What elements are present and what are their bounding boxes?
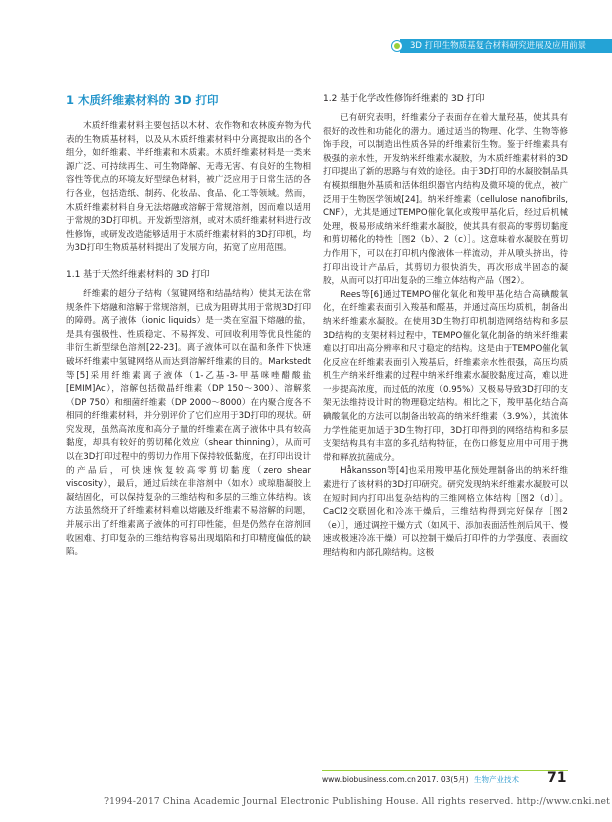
- right-column: [323, 92, 568, 561]
- subsection-title-1-2: 1.2 基于化学改性修饰纤维素的 3D 打印: [323, 94, 485, 104]
- footer-issue: 2017. 03(5月): [417, 775, 469, 784]
- page-number: 71: [547, 770, 567, 786]
- subsection-1-2-paragraph-3: Håkansson等[4]也采用羧甲基化预处理制备出的纳米纤维素进行了该材料的3D打印研究。研究发现纳米纤维素水凝胶可以在短时间内打印出复杂结构的三维网格立体结构［图2（d）］。CaCl2交联固化和冷冻干燥后，三维结构得到完好保存［图2（e）］，通过调控干燥方式（如风干、添加表面活性剂后风干、慢速或极速冷冻干燥）可以控制干燥后打印件的力学强度、表面纹理结构和内部孔隙结构。这极: [323, 466, 568, 558]
- running-header-title: 3D 打印生物质基复合材料研究进展及应用前景: [410, 41, 587, 51]
- subsection-1-2-paragraph-2: Rees等[6]通过TEMPO催化氧化和羧甲基化结合高碘酸氧化，在纤维素表面引入羧基和醛基，并通过高压均质机，制备出纳米纤维素水凝胶。在使用3D生物打印机制造网络结构和多层3D结构的支架材料过程中，TEMPO催化氧化制备的纳米纤维素难以打印出高分辨率和尺寸稳定的结构。这是由于TEMPO催化氧化反应在纤维素表面引入羧基后，纤维素亲水性很强，高压均质机生产纳米纤维素的过程中纳米纤维素水凝胶黏度过高，难以进一步提高浓度，而过低的浓度（0.95%）又极易导致3D打印的支架无法维持设计时的物理稳定结构。相比之下，羧甲基化结合高碘酸氧化的方法可以制备出较高的纳米纤维素（3.9%），其流体力学性能更加适于3D生物打印，3D打印得到的网络结构和多层支架结构具有丰富的多孔结构特征，在伤口修复应用中可用于携带和释放抗菌成分。: [323, 289, 568, 463]
- intro-paragraph: 木质纤维素材料主要包括以木材、农作物和农林废弃物为代表的生物质基材料，以及从木质纤维素材料中分离提取出的各个组分，如纤维素、半纤维素和木质素。木质纤维素材料是一类来源广泛、可持续再生、可生物降解、无毒无害、有良好的生物相容性等优点的环境友好型绿色材料，被广泛应用于日常生活的各行各业，包括造纸、制药、化妆品、食品、化工等领域。然而，木质纤维素材料自身无法熔融或溶解于常规溶剂，因而难以适用于常规的3D打印机。开发新型溶剂，或对木质纤维素材料进行改性修饰，或研发改造能够适用于木质纤维素材料的3D打印机，均为3D打印生物质基材料提出了发展方向，拓宽了应用范围。: [66, 121, 311, 254]
- subsection-1-1-paragraph: 纤维素的超分子结构（氢键网络和结晶结构）使其无法在常规条件下熔融和溶解于常规溶剂，已成为阻碍其用于常规3D打印的障碍。离子液体（ionic liquids）是一类在室温下熔融的盐，是具有强极性、性质稳定、不易挥发、可回收利用等优良性能的非衍生新型绿色溶剂[22-23]。离子液体可以在温和条件下快速破坏纤维素中氢键网络从而达到溶解纤维素的目的。Markstedt等[5]采用纤维素离子液体（1-乙基-3-甲基咪唑醋酸盐[EMIM]Ac），溶解包括微晶纤维素（DP 150～300）、溶解浆（DP 750）和细菌纤维素（DP 2000～8000）在内聚合度各不相同的纤维素材料，并分别评价了它们应用于3D打印的现状。研究发现，虽然高浓度和高分子量的纤维素在离子液体中具有较高黏度，却具有较好的剪切稀化效应（shear thinning），从而可以在3D打印过程中的剪切力作用下保持较低黏度，在打印出设计的产品后，可快速恢复较高零剪切黏度（zero shear viscosity），最后，通过后续在非溶剂中（如水）或琼脂凝胶上凝结固化，可以保持复杂的三维结构和多层的三维立体结构。该方法虽然绕开了纤维素材料难以熔融及纤维素不易溶解的问题，并展示出了纤维素离子液体的可打印性能，但是仍然存在溶剂回收困难、打印复杂的三维结构容易出现塌陷和打印精度偏低的缺陷。: [66, 288, 311, 558]
- footer-magazine-name: 生物产业技术: [474, 775, 519, 784]
- section-title: 1 木质纤维素材料的 3D 打印: [66, 93, 219, 107]
- subsection-1-2-paragraph-1: 已有研究表明，纤维素分子表面存在着大量羟基，使其具有很好的改性和功能化的潜力。通过适当的物理、化学、生物等修饰手段，可以制造出性质各异的纤维素衍生物。鉴于纤维素具有极强的亲水性，开发纳米纤维素水凝胶，为木质纤维素材料的3D打印提出了新的思路与有效的途径。由于3D打印的水凝胶制品具有模拟细胞外基质和活体组织器官内结构及微环境的优点，被广泛用于生物医学领域[24]。纳米纤维素（cellulose nanofibrils, CNF），尤其是通过TEMPO催化氧化或羧甲基化后，经过后机械处理，极易形成纳米纤维素水凝胶，使其具有很高的零剪切黏度和剪切稀化的特性［图2（b）、2（c）］。这意味着水凝胶在剪切力作用下，可以在打印机内像液体一样流动，并从喷头挤出，待打印出设计产品后，其剪切力很快消失，再次形成半固态的凝胶，从而可以打印出复杂的三维立体结构产品（图2）。: [323, 113, 568, 287]
- footer-website-link[interactable]: www.biobusiness.com.cn: [322, 775, 416, 784]
- left-column: [66, 92, 311, 560]
- footer-divider: [322, 770, 568, 771]
- page-footer: [322, 772, 568, 788]
- copyright-notice: ?1994-2017 China Academic Journal Electronic Publishing House. All rights reserved. http://www.cnki.net: [104, 797, 610, 807]
- subsection-title-1-1: 1.1 基于天然纤维素材料的 3D 打印: [66, 269, 210, 280]
- magazine-logo-icon: [391, 40, 403, 52]
